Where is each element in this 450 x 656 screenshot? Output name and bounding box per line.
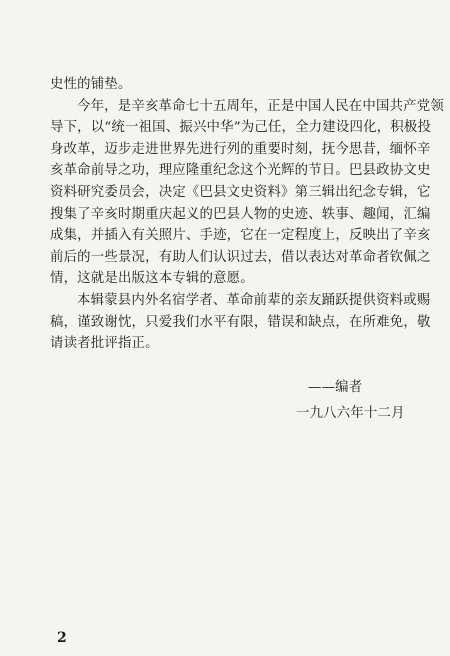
signature-block	[296, 375, 446, 427]
signature-date: 一九八六年十二月	[296, 406, 405, 421]
body-text	[50, 74, 444, 355]
signature-author: ——编者	[308, 380, 363, 395]
paragraph-anniversary: 今年，是辛亥革命七十五周年，正是中国人民在中国共产党领导下，以“统一祖国、振兴中华”为己任，全力建设四化，积极投身改革，迈步走进世界先进行列的重要时刻，抚今思昔，缅怀辛亥革命前导之功，理应隆重纪念这个光辉的节日。巴县政协文史资料研究委员会，决定《巴县文史资料》第三辑出纪念专辑，它搜集了辛亥时期重庆起义的巴县人物的史迹、轶事、趣闻，汇编成集，并插入有关照片、手迹，它在一定程度上，反映出了辛亥前后的一些景况，有助人们认识过去，借以表达对革命者钦佩之情，这就是出版这本专辑的意愿。	[50, 98, 444, 287]
paragraph-continuation: 史性的铺垫。	[50, 77, 132, 92]
page-number: 2	[57, 630, 67, 646]
paragraph-acknowledgement: 本辑蒙县内外名宿学者、革命前辈的亲友踊跃提供资料或赐稿，谨致谢忱，只爱我们水平有限，错误和缺点，在所难免，敬请读者批评指正。	[50, 292, 431, 352]
